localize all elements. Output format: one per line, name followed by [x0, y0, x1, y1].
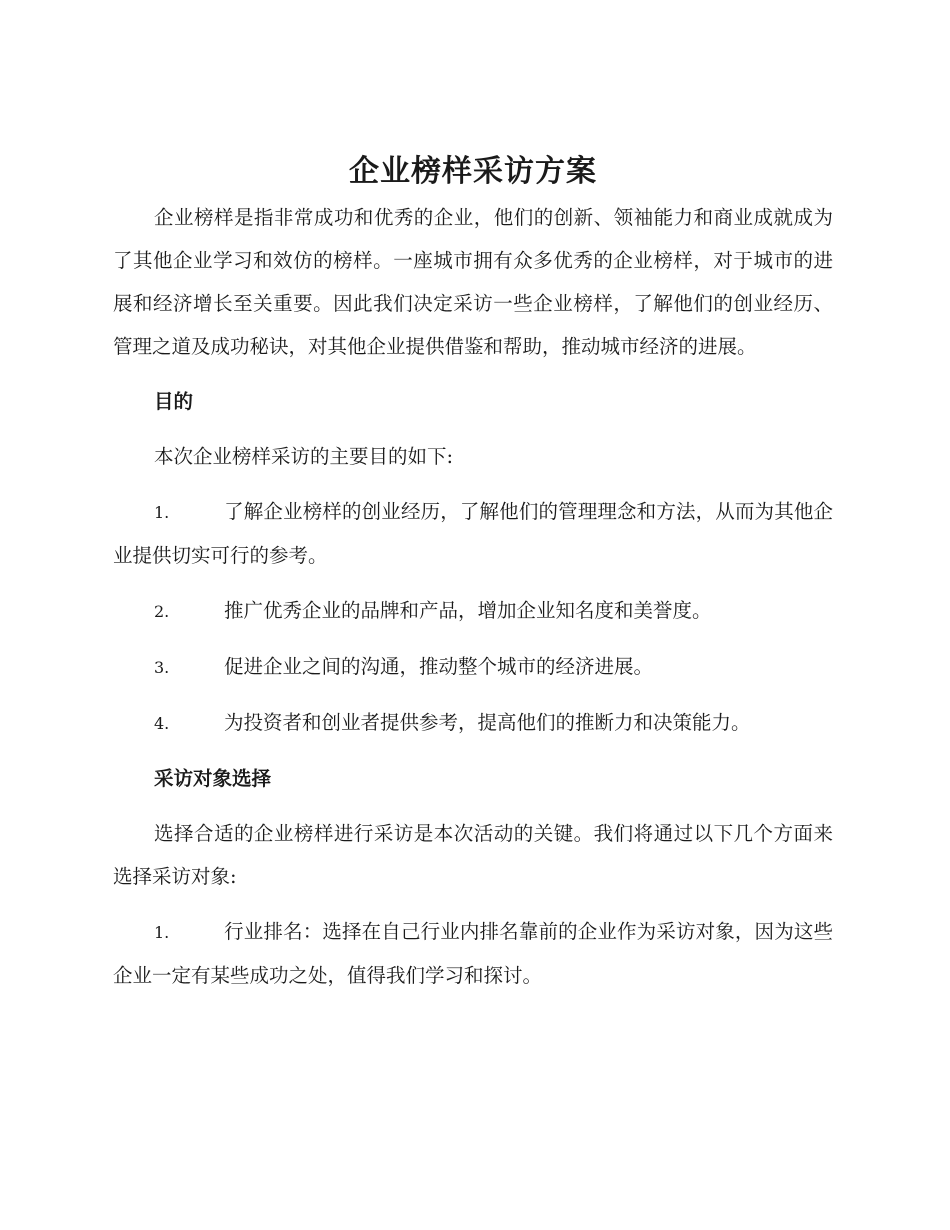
intro-paragraph: 企业榜样是指非常成功和优秀的企业，他们的创新、领袖能力和商业成就成为了其他企业学习和效仿的榜样。一座城市拥有众多优秀的企业榜样，对于城市的进展和经济增长至关重要。因此我们决定采访一些企业榜样，了解他们的创业经历、管理之道及成功秘诀，对其他企业提供借鉴和帮助，推动城市经济的进展。	[113, 206, 833, 358]
list-item-text: 为投资者和创业者提供参考，提高他们的推断力和决策能力。	[224, 711, 751, 734]
section-heading-purpose: 目的	[154, 390, 194, 413]
list-item-text: 行业排名：选择在自己行业内排名靠前的企业作为采访对象，因为这些企业一定有某些成功之处，值得我们学习和探讨。	[113, 920, 833, 987]
selection-lead-paragraph: 选择合适的企业榜样进行采访是本次活动的关键。我们将通过以下几个方面来选择采访对象:	[113, 822, 833, 888]
list-number: 1.	[154, 503, 170, 522]
list-number: 4.	[154, 714, 170, 733]
list-item	[113, 589, 833, 633]
list-number: 2.	[154, 602, 170, 621]
document-page	[113, 150, 833, 997]
list-item-text: 了解企业榜样的创业经历，了解他们的管理理念和方法，从而为其他企业提供切实可行的参考。	[113, 500, 833, 567]
list-item	[113, 701, 833, 745]
document-title: 企业榜样采访方案	[349, 154, 597, 189]
list-item	[113, 490, 833, 577]
section-heading-selection: 采访对象选择	[154, 767, 272, 790]
list-item-text: 促进企业之间的沟通，推动整个城市的经济进展。	[224, 655, 654, 678]
list-item	[113, 645, 833, 689]
list-number: 1.	[154, 923, 170, 942]
list-number: 3.	[154, 658, 170, 677]
list-item	[113, 910, 833, 997]
list-item-text: 推广优秀企业的品牌和产品，增加企业知名度和美誉度。	[224, 599, 712, 622]
purpose-lead-paragraph: 本次企业榜样采访的主要目的如下:	[154, 445, 454, 468]
